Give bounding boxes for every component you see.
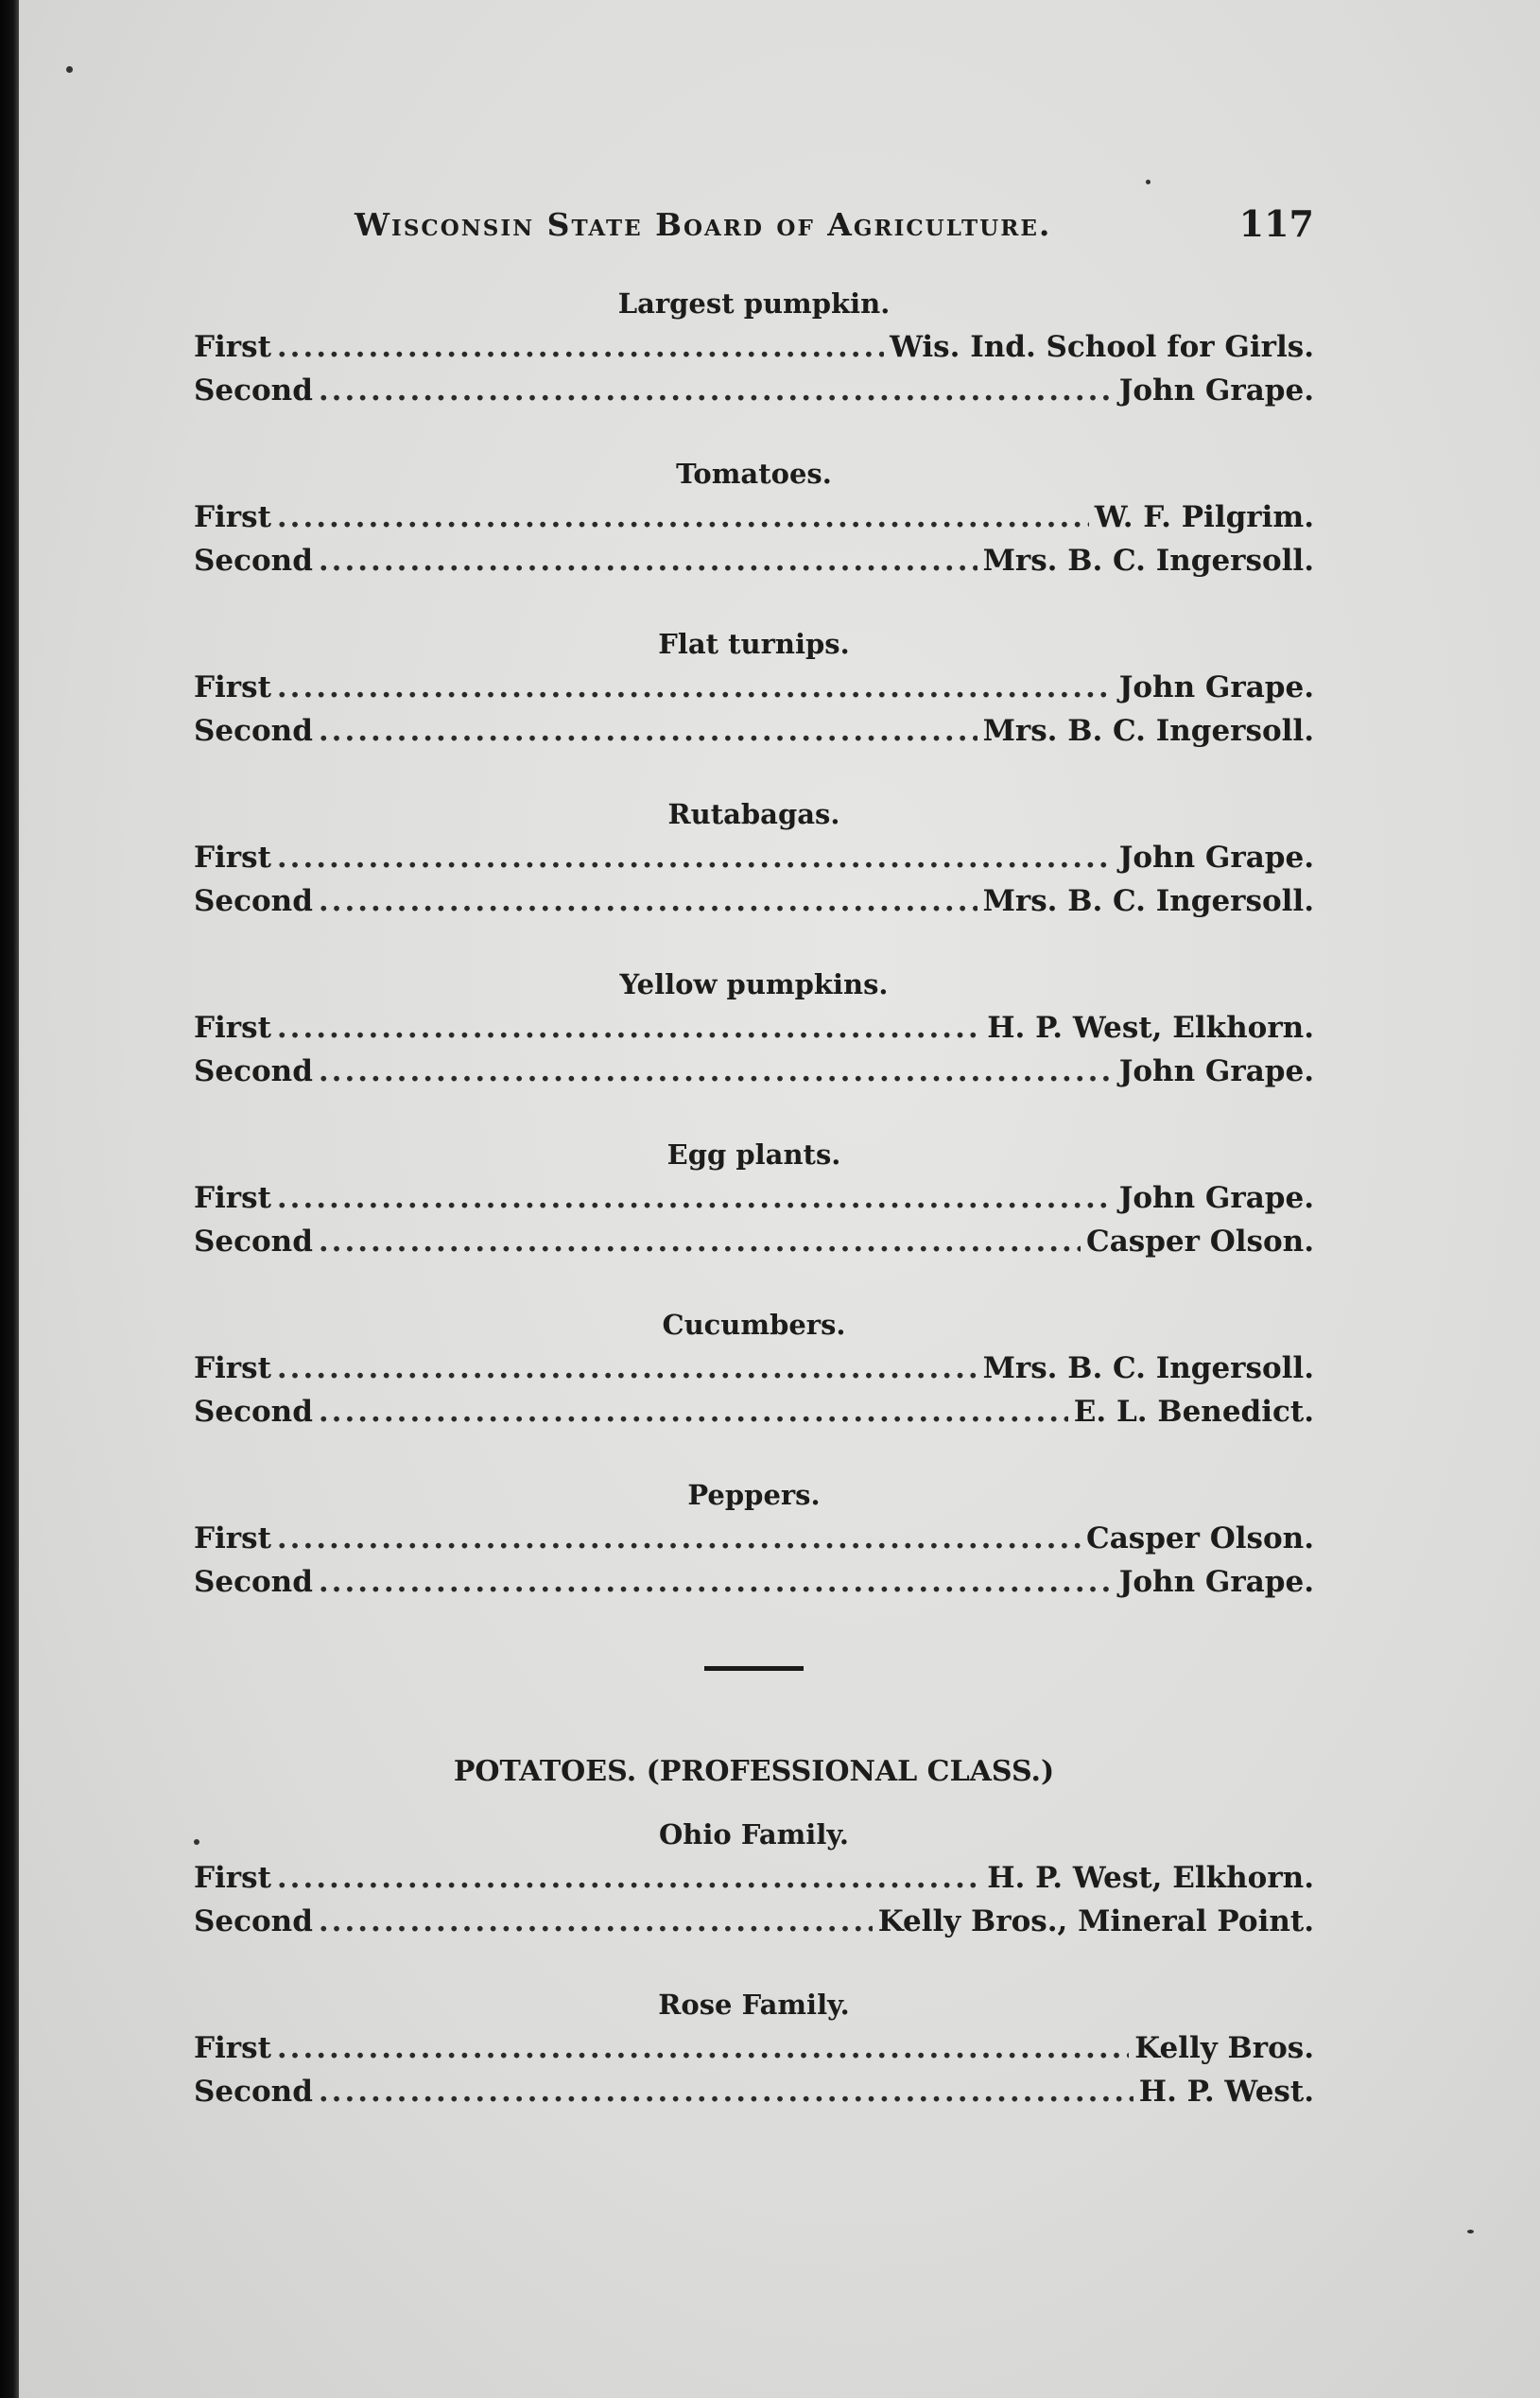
dot-leader: [319, 1560, 1114, 1604]
award-entry: [194, 1050, 1314, 1093]
place-label: First: [194, 1861, 271, 1895]
winner-name: Mrs. B. C. Ingersoll.: [982, 884, 1314, 918]
running-head: [194, 199, 1314, 265]
winner-name: H. P. West, Elkhorn.: [987, 1011, 1314, 1045]
winner-name: John Grape.: [1118, 670, 1314, 704]
place-label: Second: [194, 544, 313, 578]
place-label: Second: [194, 1565, 313, 1599]
award-section: [194, 1983, 1314, 2113]
place-label: First: [194, 1011, 271, 1045]
winner-name: W. F. Pilgrim.: [1094, 500, 1314, 534]
award-section: [194, 1303, 1314, 1434]
award-entry: [194, 495, 1314, 539]
dot-leader: [277, 325, 884, 369]
place-label: First: [194, 2031, 271, 2065]
winner-name: H. P. West, Elkhorn.: [987, 1861, 1314, 1895]
dot-leader: [277, 1856, 981, 1900]
dot-leader: [277, 666, 1114, 709]
dot-leader: [319, 1390, 1068, 1434]
winner-name: Casper Olson.: [1086, 1225, 1314, 1259]
award-section: [194, 963, 1314, 1093]
winner-name: Mrs. B. C. Ingersoll.: [982, 714, 1314, 748]
section-title: Rose Family.: [658, 1989, 850, 2021]
dot-leader: [277, 1517, 1081, 1560]
award-entry: [194, 666, 1314, 709]
award-section: [194, 792, 1314, 923]
print-speck: [66, 66, 73, 73]
section-title: Ohio Family.: [659, 1818, 849, 1851]
dot-leader: [277, 1347, 978, 1390]
winner-name: John Grape.: [1118, 841, 1314, 875]
place-label: Second: [194, 1225, 313, 1259]
place-label: First: [194, 330, 271, 364]
place-label: Second: [194, 1054, 313, 1088]
print-speck: [1467, 2230, 1474, 2233]
place-label: First: [194, 1521, 271, 1555]
section-title: Cucumbers.: [662, 1309, 846, 1341]
winner-name: Casper Olson.: [1086, 1521, 1314, 1555]
place-label: First: [194, 1351, 271, 1385]
winner-name: E. L. Benedict.: [1073, 1395, 1314, 1429]
dot-leader: [319, 539, 978, 582]
place-label: Second: [194, 884, 313, 918]
dot-leader: [319, 369, 1114, 412]
section-title: Largest pumpkin.: [617, 287, 891, 320]
potato-award-list: [194, 1813, 1314, 2113]
section-title: Egg plants.: [666, 1138, 841, 1171]
award-entry: [194, 1517, 1314, 1560]
section-divider-rule: [704, 1666, 804, 1671]
place-label: Second: [194, 714, 313, 748]
dot-leader: [319, 1900, 873, 1943]
page-content: [194, 199, 1314, 2113]
dot-leader: [319, 879, 978, 923]
winner-name: Mrs. B. C. Ingersoll.: [982, 544, 1314, 578]
place-label: Second: [194, 1395, 313, 1429]
winner-name: John Grape.: [1118, 1054, 1314, 1088]
winner-name: John Grape.: [1118, 1181, 1314, 1215]
award-entry: [194, 2070, 1314, 2113]
dot-leader: [277, 1176, 1114, 1220]
winner-name: H. P. West.: [1138, 2075, 1314, 2109]
award-section: [194, 1473, 1314, 1604]
print-speck: [1146, 180, 1151, 184]
dot-leader: [277, 836, 1114, 879]
winner-name: Kelly Bros., Mineral Point.: [877, 1904, 1314, 1938]
section-title: Yellow pumpkins.: [619, 968, 889, 1000]
winner-name: Mrs. B. C. Ingersoll.: [982, 1351, 1314, 1385]
award-entry: [194, 1390, 1314, 1434]
winner-name: John Grape.: [1118, 374, 1314, 408]
award-section: [194, 622, 1314, 753]
award-section: [194, 1813, 1314, 1943]
award-entry: [194, 1176, 1314, 1220]
winner-name: Kelly Bros.: [1134, 2031, 1314, 2065]
place-label: Second: [194, 2075, 313, 2109]
place-label: First: [194, 841, 271, 875]
book-binding-edge: [0, 0, 19, 2398]
award-entry: [194, 539, 1314, 582]
winner-name: John Grape.: [1118, 1565, 1314, 1599]
award-entry: [194, 709, 1314, 753]
dot-leader: [319, 1220, 1081, 1263]
award-entry: [194, 1347, 1314, 1390]
running-title: Wisconsin State Board of Agriculture.: [355, 206, 1052, 243]
dot-leader: [277, 2026, 1129, 2070]
award-entry: [194, 1856, 1314, 1900]
award-entry: [194, 1560, 1314, 1604]
award-entry: [194, 1220, 1314, 1263]
place-label: Second: [194, 374, 313, 408]
vegetable-award-list: [194, 282, 1314, 1604]
dot-leader: [319, 709, 978, 753]
section-title: Rutabagas.: [667, 798, 840, 830]
award-entry: [194, 879, 1314, 923]
award-entry: [194, 1900, 1314, 1943]
section-title: Peppers.: [687, 1479, 821, 1511]
section-title: Tomatoes.: [676, 458, 832, 490]
dot-leader: [319, 2070, 1133, 2113]
award-section: [194, 282, 1314, 412]
award-entry: [194, 325, 1314, 369]
dot-leader: [277, 495, 1089, 539]
potatoes-class-heading: POTATOES. (PROFESSIONAL CLASS.): [453, 1755, 1055, 1788]
award-entry: [194, 2026, 1314, 2070]
winner-name: Wis. Ind. School for Girls.: [890, 330, 1314, 364]
dot-leader: [319, 1050, 1114, 1093]
section-title: Flat turnips.: [658, 628, 850, 660]
award-entry: [194, 1006, 1314, 1050]
place-label: First: [194, 1181, 271, 1215]
place-label: First: [194, 670, 271, 704]
award-entry: [194, 836, 1314, 879]
place-label: First: [194, 500, 271, 534]
place-label: Second: [194, 1904, 313, 1938]
award-section: [194, 452, 1314, 582]
award-section: [194, 1133, 1314, 1263]
dot-leader: [277, 1006, 981, 1050]
award-entry: [194, 369, 1314, 412]
page-number: 117: [1238, 202, 1314, 245]
